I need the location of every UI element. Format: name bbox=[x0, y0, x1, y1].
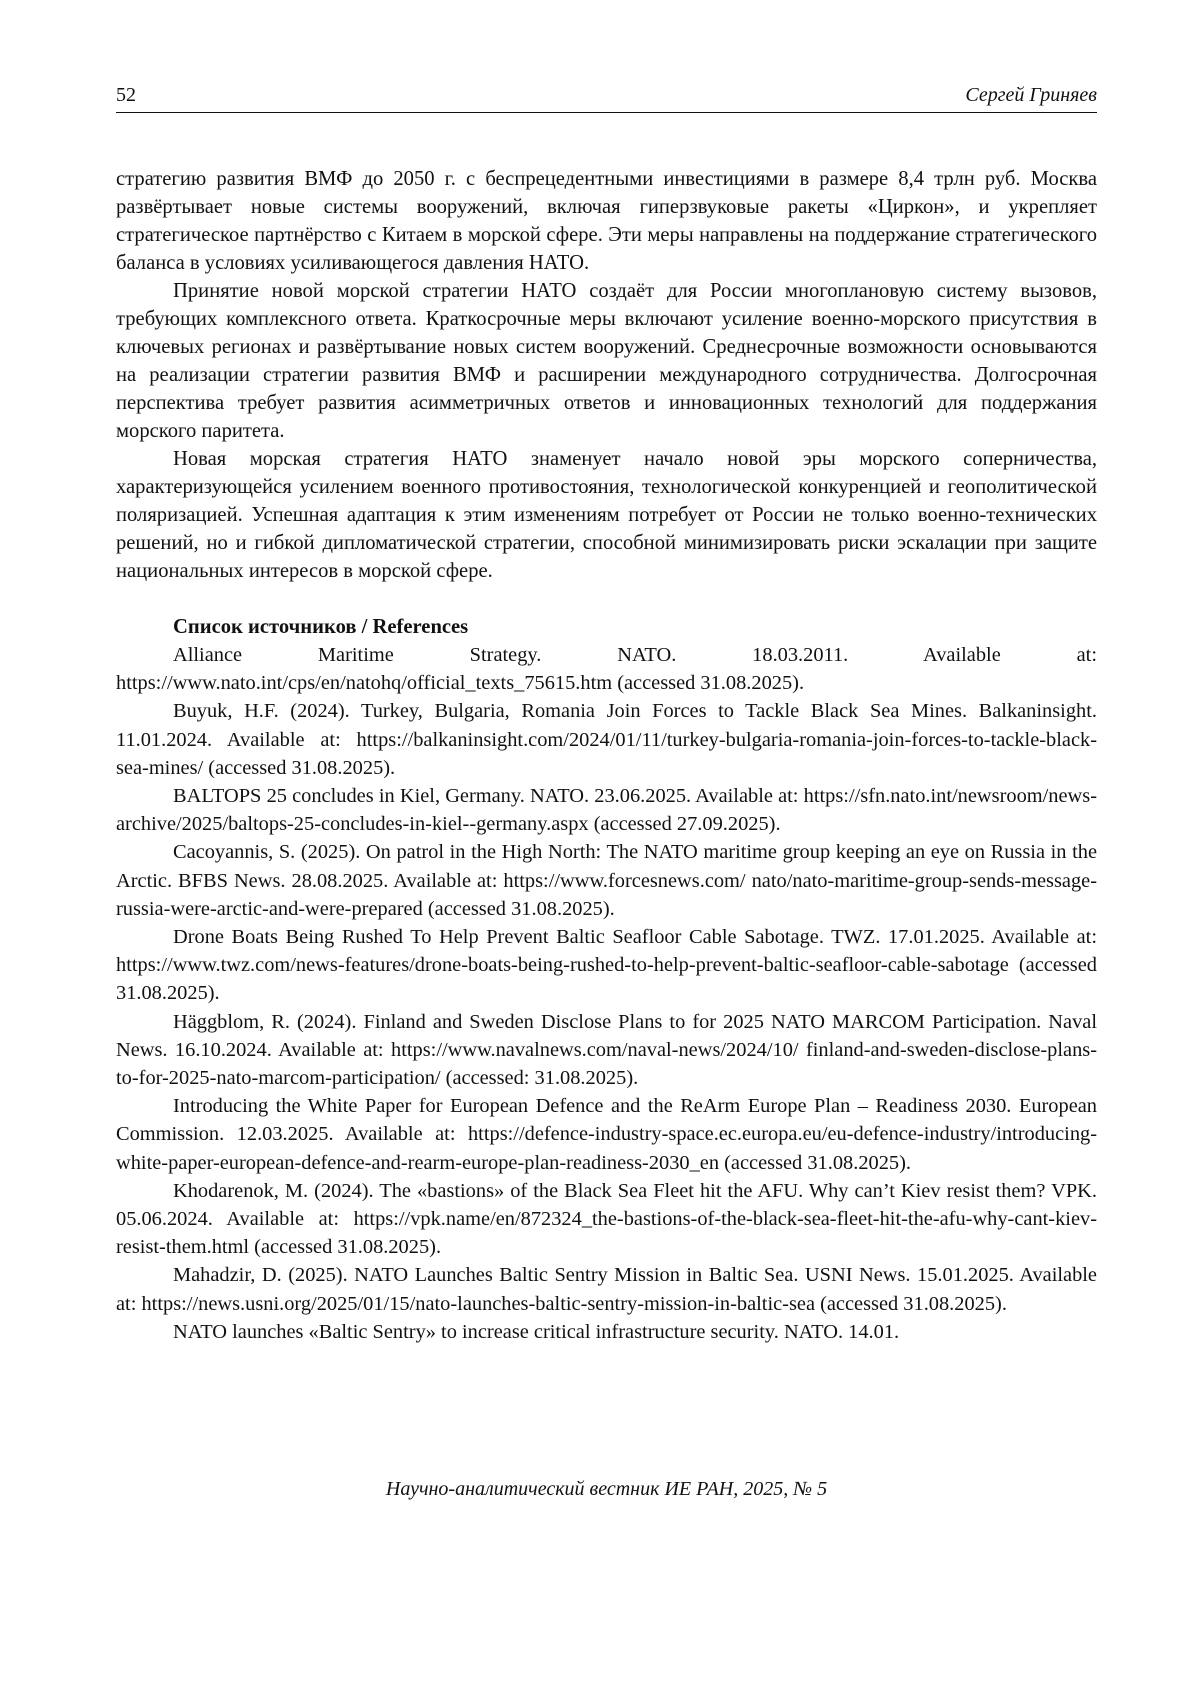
page-number: 52 bbox=[116, 84, 136, 106]
body-paragraph: Принятие новой морской стратегии НАТО создаёт для России многоплановую систему вызовов, требующих комплексного ответа. Краткосрочные меры включают усиление военно-морского присутствия в ключевых регионах и развёртывание новых систем вооружений. Среднесрочные возможности основываются на реализации стратегии развития ВМФ и расширении международного сотрудничества. Долгосрочная перспектива требует развития асимметричных ответов и инновационных технологий для поддержания морского паритета. bbox=[116, 280, 1097, 442]
reference-item: Introducing the White Paper for European Defence and the ReArm Europe Plan – Readiness 2030. European Commission. 12.03.2025. Available at: https://defence-industry-space.ec.europa.eu/eu-defence-industry/introducing-white-paper-european-defence-and-rearm-europe-plan-readiness-2030_en (accessed 31.08.2025). bbox=[116, 1095, 1097, 1174]
reference-item: Khodarenok, M. (2024). The «bastions» of the Black Sea Fleet hit the AFU. Why can’t Kiev resist them? VPK. 05.06.2024. Available at: https://vpk.name/en/872324_the-bastions-of-the-black-sea-fleet-hit-the-afu-why-cant-kiev-resist-them.html (accessed 31.08.2025). bbox=[116, 1179, 1097, 1259]
body-paragraph: стратегию развития ВМФ до 2050 г. с беспрецедентными инвестициями в размере 8,4 трлн руб. Москва развёртывает новые системы вооружений, включая гиперзвуковые ракеты «Циркон», и укрепляет стратегическое партнёрство с Китаем в морской сфере. Эти меры направлены на поддержание стратегического баланса в условиях усиливающегося давления НАТО. bbox=[116, 168, 1097, 274]
reference-item: NATO launches «Baltic Sentry» to increase critical infrastructure security. NATO. 14.01. bbox=[173, 1320, 900, 1343]
reference-item: Cacoyannis, S. (2025). On patrol in the High North: The NATO maritime group keeping an eye on Russia in the Arctic. BFBS News. 28.08.2025. Available at: https://www.forcesnews.com/ nato/nato-maritime-group-sends-message-russia-were-arctic-and-were-prepared (accessed 31.08.2025). bbox=[116, 841, 1097, 920]
running-author: Сергей Гриняев bbox=[965, 84, 1097, 106]
reference-item: Buyuk, H.F. (2024). Turkey, Bulgaria, Romania Join Forces to Tackle Black Sea Mines. Balkaninsight. 11.01.2024. Available at: https://balkaninsight.com/2024/01/11/turkey-bulgaria-romania-join-forces-to-tackle-black-sea-mines/ (accessed 31.08.2025). bbox=[116, 700, 1097, 779]
page-content bbox=[116, 165, 1097, 1346]
reference-item: BALTOPS 25 concludes in Kiel, Germany. NATO. 23.06.2025. Available at: https://sfn.nato.int/newsroom/news-archive/2025/baltops-25-concludes-in-kiel--germany.aspx (accessed 27.09.2025). bbox=[116, 785, 1097, 836]
reference-list bbox=[116, 641, 1097, 1346]
references-heading: Список источников / References bbox=[173, 616, 469, 638]
body-paragraph: Новая морская стратегия НАТО знаменует начало новой эры морского соперничества, характеризующейся усилением военного противостояния, технологической конкуренцией и геополитической поляризацией. Успешная адаптация к этим изменениям потребует от России не только военно-технических решений, но и гибкой дипломатической стратегии, способной минимизировать риски эскалации при защите национальных интересов в морской сфере. bbox=[116, 448, 1097, 582]
reference-item: Häggblom, R. (2024). Finland and Sweden Disclose Plans to for 2025 NATO MARCOM Participation. Naval News. 16.10.2024. Available at: https://www.navalnews.com/naval-news/2024/10/ finland-and-sweden-disclose-plans-to-for-2025-nato-marcom-participation/ (accessed: 31.08.2025). bbox=[116, 1010, 1097, 1090]
running-header bbox=[116, 84, 1097, 113]
reference-item: Alliance Maritime Strategy. NATO. 18.03.2011. Available at: https://www.nato.int/cps/en/natohq/official_texts_75615.htm (accessed 31.08.2025). bbox=[116, 644, 1097, 695]
reference-item: Mahadzir, D. (2025). NATO Launches Baltic Sentry Mission in Baltic Sea. USNI News. 15.01.2025. Available at: https://news.usni.org/2025/01/15/nato-launches-baltic-sentry-mission-in-baltic-sea (accessed 31.08.2025). bbox=[116, 1264, 1097, 1315]
journal-footer: Научно-аналитический вестник ИЕ РАН, 2025, № 5 bbox=[385, 1478, 828, 1500]
reference-item: Drone Boats Being Rushed To Help Prevent Baltic Seafloor Cable Sabotage. TWZ. 17.01.2025. Available at: https://www.twz.com/news-features/drone-boats-being-rushed-to-help-prevent-baltic-seafloor-cable-sabotage (accessed 31.08.2025). bbox=[116, 926, 1097, 1005]
